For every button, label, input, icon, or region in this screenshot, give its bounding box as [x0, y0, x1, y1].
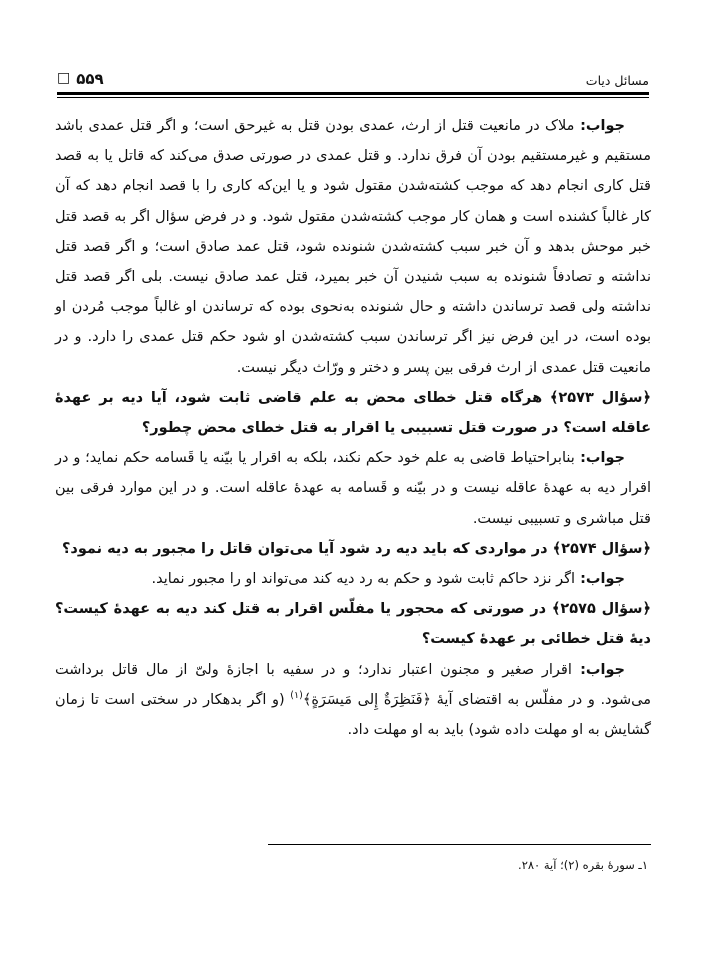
paragraph-text: ملاک در مانعیت قتل از ارث، عمدی بودن قتل به غیرحق است؛ و اگر قتل عمدی باشد مستقیم و غیرمستقیم بودن آن فرق ندارد. و قتل عمدی در صورتی صدق می‌کند که قاتل یا به قصد قتل کاری انجام دهد که موجب کشته‌شدن مقتول شود و یا این‌که کاری را با قصد انجام دهد که آن کار غالباً کشنده است و همان کار موجب کشته‌شدن مقتول شود. و در فرض سؤال اگر به قصد قتل خبر موحش بدهد و آن خبر سبب کشته‌شدن شنونده شود، قتل عمد صادق است؛ و اگر قصد قتل نداشته و تصادفاً شنونده به سبب شنیدن آن خبر بمیرد، قتل عمد صادق نیست. بلی اگر قصد قتل نداشته ولی قصد ترساندن داشته و حال شنونده به‌نحوی بوده که ترساندن او غالباً موجب مُردن او بوده است، در این فرض نیز اگر ترساندن سبب کشته‌شدن او شود حکم قتل عمدی را دارد. و در مانعیت قتل عمدی از ارث فرقی بین پسر و دختر و ورّاث دیگر نیست. [55, 118, 651, 376]
page-number: ۵۵۹ [76, 70, 104, 88]
running-head [57, 70, 649, 88]
footnote-ref: (۱) [290, 690, 303, 702]
footnote-text: ۱ـ سورهٔ بقره (۲)؛ آیة ۲۸۰. [518, 858, 648, 872]
answer-paragraph [55, 564, 651, 594]
answer-paragraph [55, 111, 651, 383]
body-text [55, 111, 651, 745]
answer-lead: جواب: [571, 661, 626, 678]
question-text: در مواردی که باید دیه رد شود آیا می‌توان قاتل را مجبور به دیه نمود؟ [61, 540, 548, 557]
answer-paragraph [55, 443, 651, 534]
question-marker: ﴿سؤال ۲۵۷۳﴾ [542, 389, 652, 406]
footnote-divider [268, 844, 651, 845]
question-paragraph [55, 383, 651, 443]
answer-lead: جواب: [575, 571, 625, 588]
answer-lead: جواب: [574, 450, 625, 467]
paragraph-text: بنابراحتیاط قاضی به علم خود حکم نکند، بلکه به اقرار یا بیّنه یا قَسامه حکم نماید؛ و در اقرار دیه به عهدهٔ عاقله نیست و در بیّنه و قَسامه به عهدهٔ عاقله است. و در این موارد فرقی بین قتل مباشری و تسبیبی نیست. [55, 450, 651, 527]
section-title: مسائل دیات [585, 73, 649, 88]
quran-verse: ﴿فَنَظِرَةٌ إِلی مَیسَرَةٍ﴾ [302, 691, 432, 708]
page-number-square-icon: □ [57, 70, 71, 86]
question-text: در صورتی که محجور یا مفلّس اقرار به قتل کند دیه به عهدهٔ کیست؟ دیهٔ قتل خطائی بر عهدهٔ کیست؟ [55, 601, 651, 648]
footnote [55, 853, 648, 877]
answer-lead: جواب: [574, 118, 625, 134]
question-paragraph [55, 534, 651, 564]
question-text: هرگاه قتل خطای محض به علم قاضی ثابت شود، آیا دیه بر عهدهٔ عاقله است؟ در صورت قتل تسبیبی یا اقرار به قتل خطای محض چطور؟ [55, 389, 651, 437]
paragraph-text: اقرار صغیر و مجنون اعتبار ندارد؛ و در سفیه با اجازهٔ ولیّ از مال قاتل برداشت می‌شود. و در مفلّس به اقتضای آیهٔ [55, 661, 652, 708]
header-divider [57, 92, 649, 98]
question-marker: ﴿سؤال ۲۵۷۴﴾ [547, 540, 651, 557]
paragraph-text: (و اگر بدهکار در سختی است تا زمان گشایش به او مهلت داده شود) باید به او مهلت داد. [55, 691, 651, 739]
answer-paragraph [55, 655, 651, 746]
question-marker: ﴿سؤال ۲۵۷۵﴾ [546, 601, 651, 618]
question-paragraph [55, 594, 651, 654]
page-number-group [57, 70, 104, 88]
paragraph-text: اگر نزد حاکم ثابت شود و حکم به رد دیه کند می‌تواند او را مجبور نماید. [151, 571, 576, 588]
